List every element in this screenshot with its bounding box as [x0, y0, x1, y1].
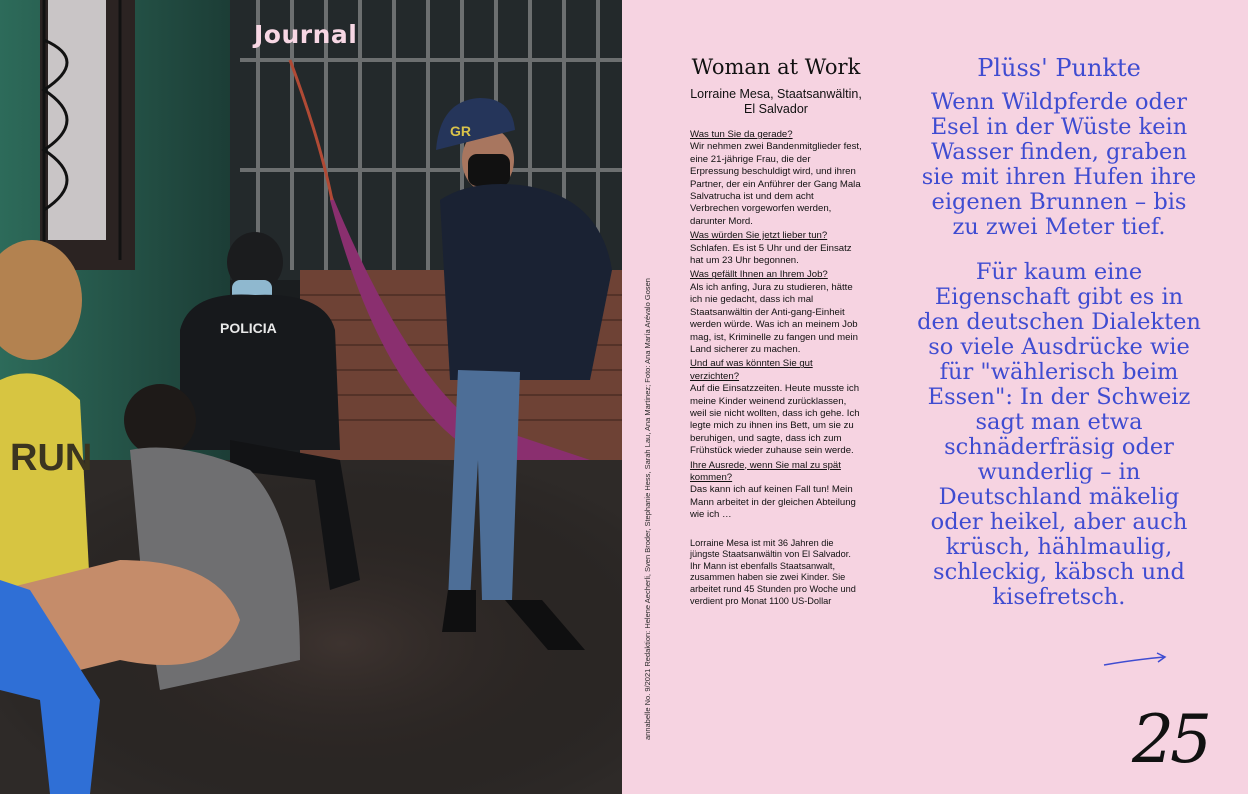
question: Und auf was könnten Sie gut verzichten?	[690, 358, 813, 382]
pluess-paragraph-2: Für kaum eine Eigenschaft gibt es in den deutschen Dialekten so viele Ausdrücke wie für "wählerisch beim Essen": In der Schweiz sagt man etwa schnäderfräsig oder wunderlig – in Deutschland mäkelig oder heikel, aber auch krüsch, hählmaulig, schleckig, käbsch und kisefretsch.	[917, 259, 1201, 610]
answer: Wir nehmen zwei Bandenmitglieder fest, eine 21-jährige Frau, die der Erpressung beschuldigt wird, und ihren Partner, der ein Anführer der Gang Mala Salvatrucha ist und dem acht Verbrechen vorgeworfen werden, darunter Mord.	[690, 141, 862, 227]
answer: Als ich anfing, Jura zu studieren, hätte ich nie gedacht, dass ich mal Staatsanwältin der Anti-gang-Einheit werden würde. Was ich an meinem Job mag, ist, Kriminelle zu fangen und mein Land sicherer zu machen.	[690, 281, 858, 355]
photo-arrest-scene	[0, 0, 622, 794]
photo-illustration	[0, 0, 622, 794]
page-number: 25	[1132, 701, 1208, 778]
pluess-punkte-column	[916, 54, 1202, 610]
answer: Schlafen. Es ist 5 Uhr und der Einsatz hat um 23 Uhr begonnen.	[690, 242, 852, 267]
interview-column	[690, 56, 862, 607]
qa-list	[690, 129, 862, 522]
vest-text: POLICIA	[220, 320, 277, 336]
interview-title: Woman at Work	[691, 55, 861, 79]
pluess-paragraph-1: Wenn Wildpferde oder Esel in der Wüste kein Wasser finden, graben sie mit ihren Hufen ihre eigenen Brunnen – bis zu zwei Meter tief.	[921, 89, 1197, 240]
bio-note: Lorraine Mesa ist mit 36 Jahren die jüngste Staatsanwältin von El Salvador. Ihr Mann ist ebenfalls Staatsanwalt, zusammen haben sie zwei Kinder. Sie arbeitet rund 45 Stunden pro Woche und verdient pro Monat 1100 US-Dollar	[690, 537, 856, 606]
question: Ihre Ausrede, wenn Sie mal zu spät kommen?	[690, 459, 841, 483]
interview-subtitle: Lorraine Mesa, Staatsanwältin, El Salvador	[690, 87, 862, 116]
shirt-text: RUN	[10, 437, 93, 479]
question: Was würden Sie jetzt lieber tun?	[690, 230, 828, 242]
credits-line: annabelle No. 9/2021 Redaktion: Helene Aecherli, Sven Broder, Stephanie Hess, Sarah Lau, Ana Martinez; Foto: Ana María Arévalo Gosen	[643, 278, 652, 740]
arrow-right-icon	[1102, 652, 1168, 668]
pluess-title: Plüss' Punkte	[977, 54, 1141, 82]
answer: Auf die Einsatzzeiten. Heute musste ich meine Kinder weinend zurücklassen, weil sie nicht wollten, dass ich gehe. Ich legte mich zu ihnen ins Bett, um sie zu beruhigen, und sagte, dass ich zum Frühstück wieder zuhause sein werde.	[690, 383, 860, 457]
answer: Das kann ich auf keinen Fall tun! Mein Mann arbeitet in der gleichen Abteilung wie ich …	[690, 484, 856, 521]
cap-text: GR	[450, 123, 471, 139]
question: Was tun Sie da gerade?	[690, 129, 793, 140]
question: Was gefällt Ihnen an Ihrem Job?	[690, 269, 828, 281]
section-label: Journal	[254, 20, 358, 49]
